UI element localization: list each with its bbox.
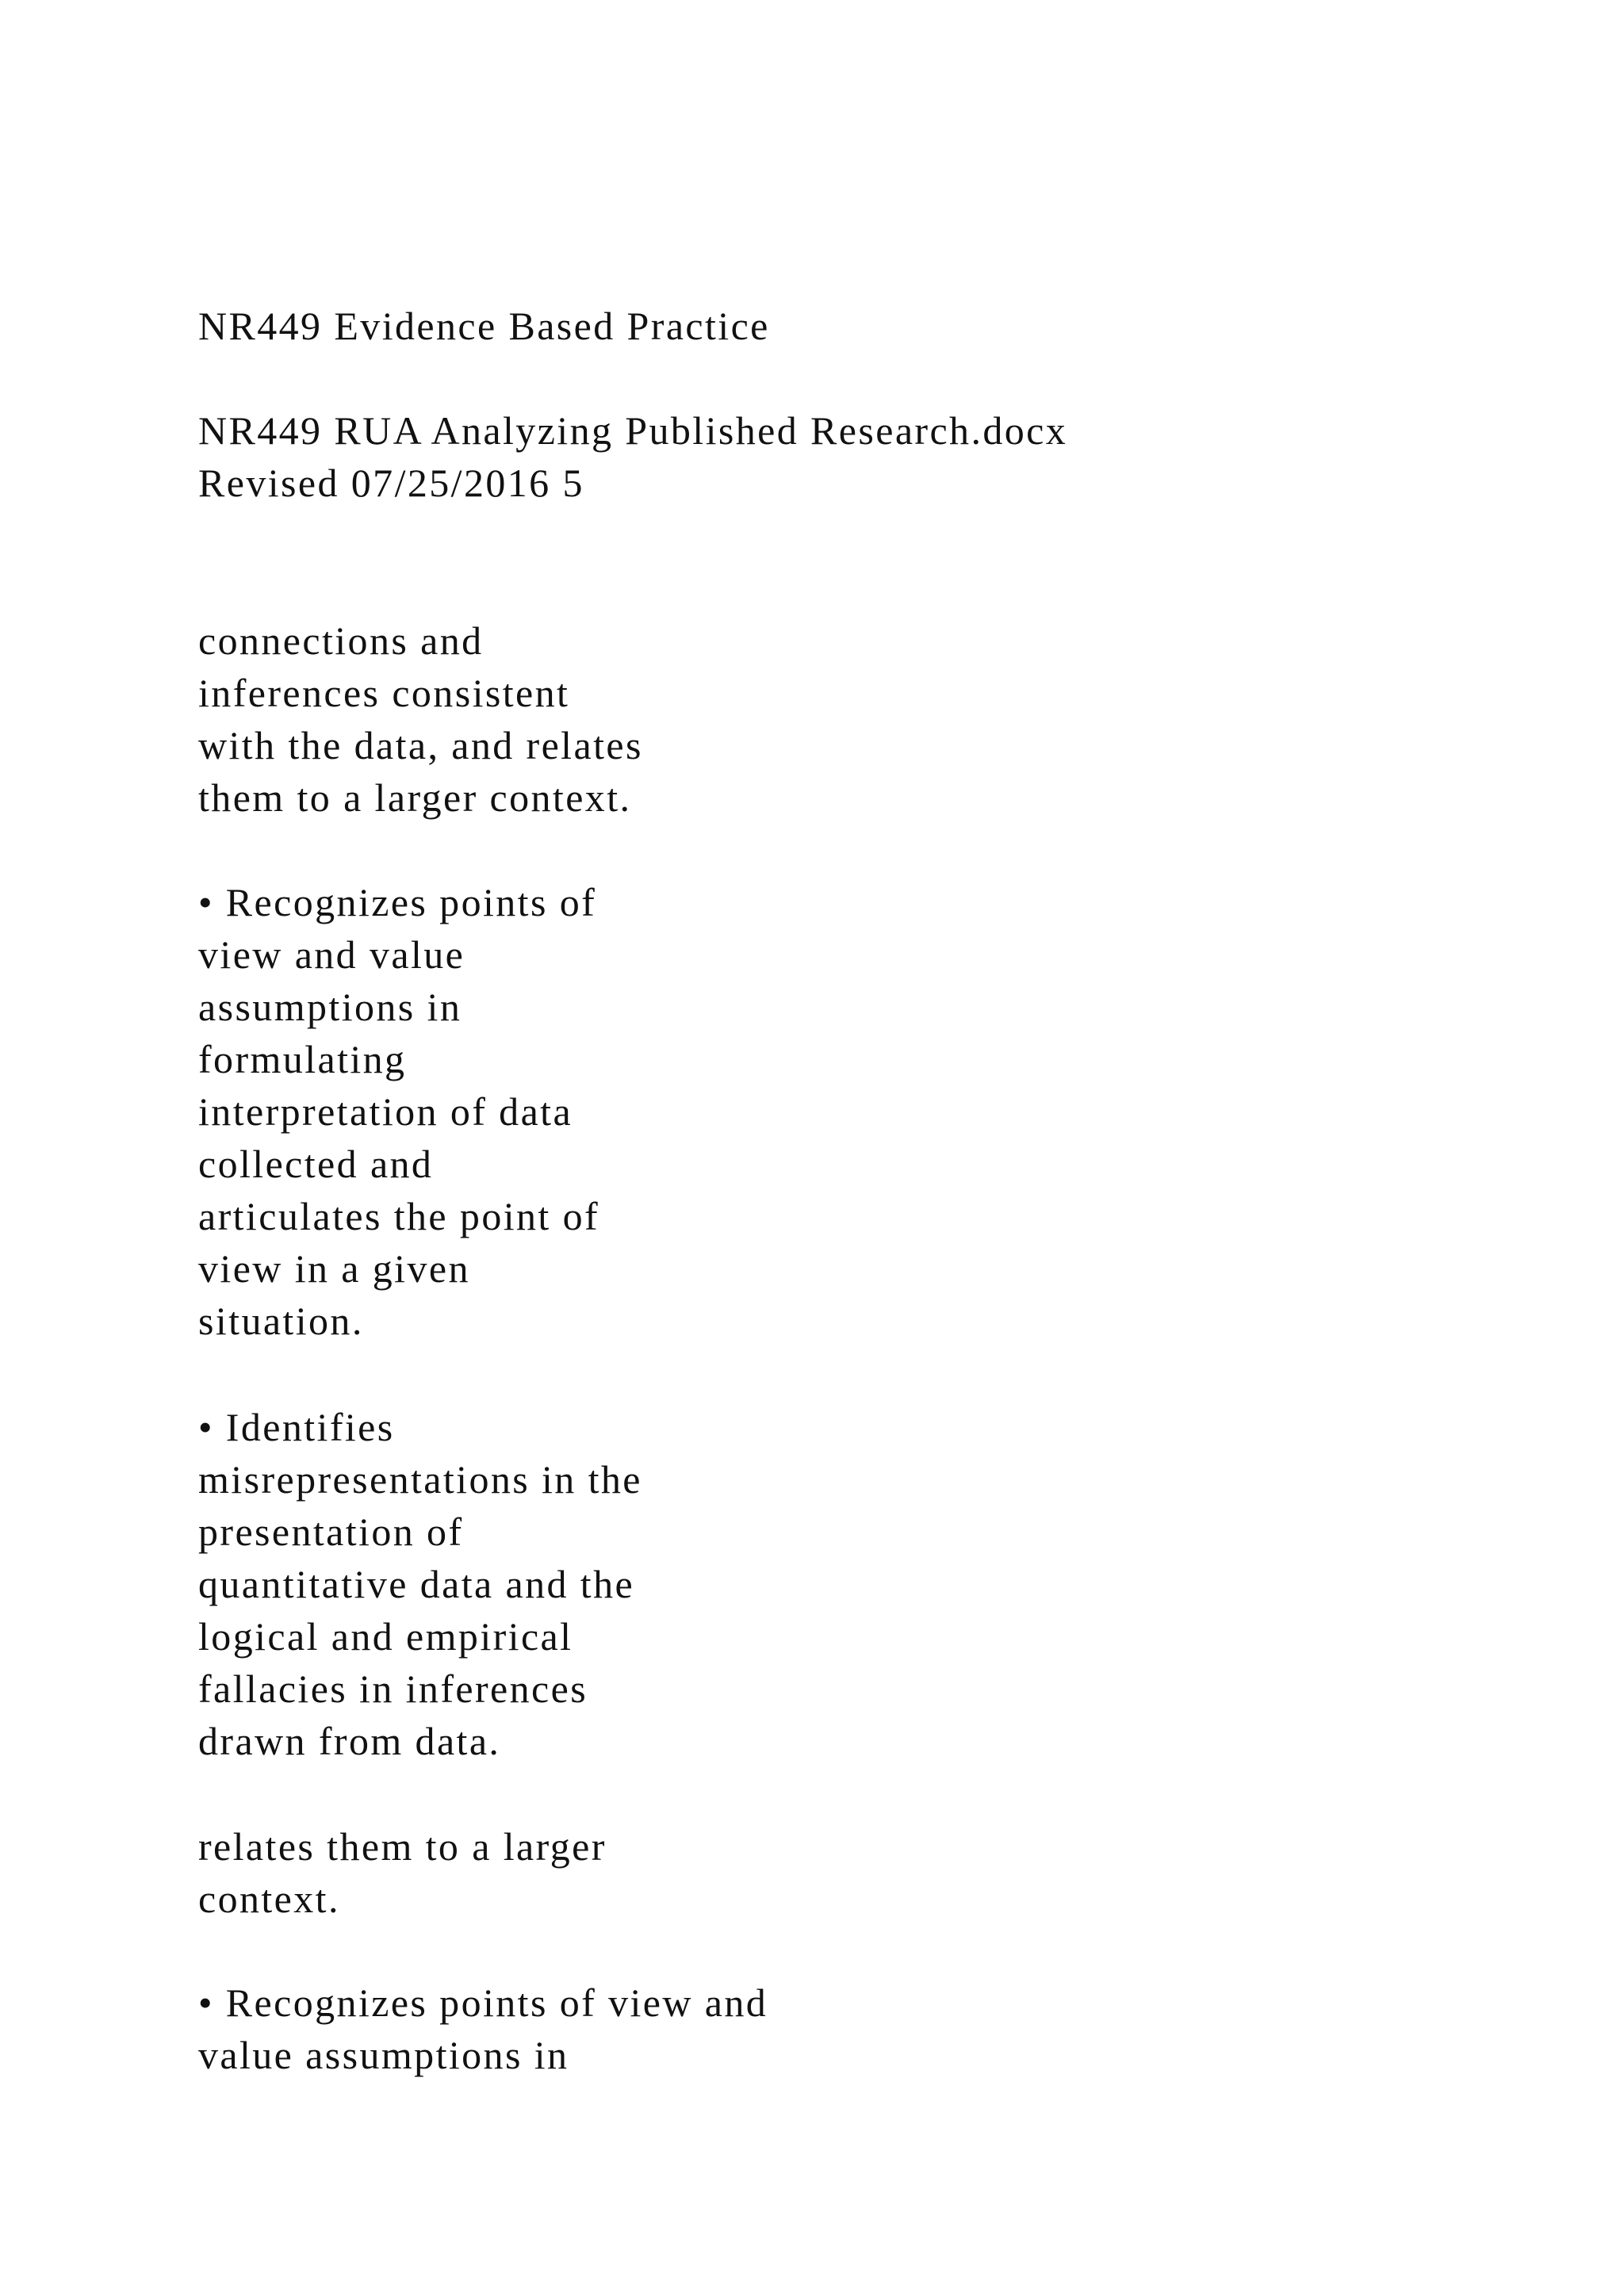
bullet-recognizes-points-of-view: • Recognizes points of view and value assumptions in formulating interpretation of data collected and articulates the point of view in a given situation. — [198, 880, 600, 1343]
paragraph-relates-context: relates them to a larger context. — [198, 1824, 607, 1921]
document-title: NR449 Evidence Based Practice — [198, 304, 770, 348]
file-info: NR449 RUA Analyzing Published Research.docx Revised 07/25/2016 5 — [198, 408, 1068, 505]
bullet-recognizes-points-of-view-2: • Recognizes points of view and value assumptions in — [198, 1980, 768, 2077]
bullet-identifies-misrepresentations: • Identifies misrepresentations in the presentation of quantitative data and the logical and empirical fallacies in inferences drawn from data. — [198, 1405, 642, 1763]
paragraph-connections: connections and inferences consistent with the data, and relates them to a larger context. — [198, 618, 643, 820]
